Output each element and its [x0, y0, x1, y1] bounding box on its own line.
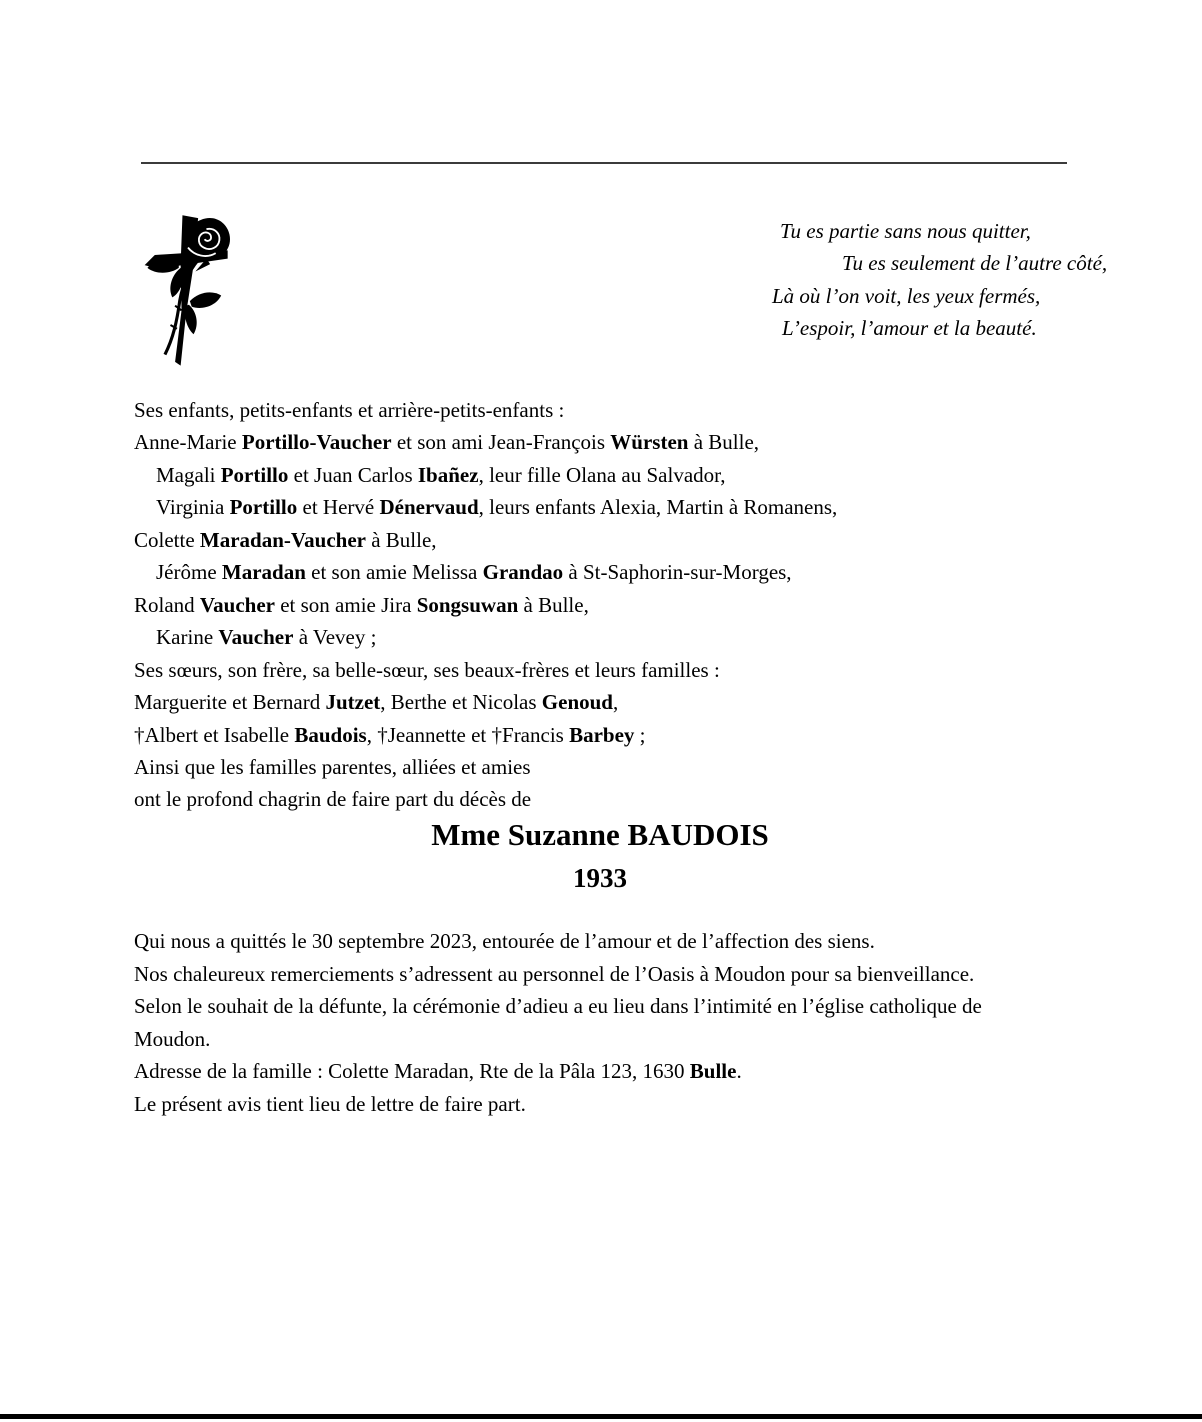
family-line: Ainsi que les familles parentes, alliées et amies — [134, 754, 531, 779]
family-line: ont le profond chagrin de faire part du décès de — [134, 787, 532, 812]
family-line: Ses enfants, petits-enfants et arrière-petits-enfants : — [134, 398, 565, 422]
family-line: Ses sœurs, son frère, sa belle-sœur, ses beaux-frères et leurs familles : — [134, 657, 720, 682]
deceased-birth-year: 1933 — [573, 863, 627, 893]
verse-line: L’espoir, l’amour et la beauté. — [782, 315, 1037, 340]
bottom-page-edge — [0, 1414, 1202, 1419]
verse-line: Là où l’on voit, les yeux fermés, — [772, 283, 1041, 308]
family-line: Roland Vaucher et son amie Jira Songsuwan à Bulle, — [134, 592, 589, 617]
family-line: Colette Maradan-Vaucher à Bulle, — [134, 527, 437, 552]
cross-rose-icon — [140, 207, 236, 373]
deceased-title-block — [134, 813, 1066, 899]
family-line: Virginia Portillo et Hervé Dénervaud, leurs enfants Alexia, Martin à Romanens, — [156, 495, 838, 520]
deceased-name: Mme Suzanne BAUDOIS — [431, 817, 769, 852]
closing-line: Qui nous a quittés le 30 septembre 2023, entourée de l’amour et de l’affection des siens. — [134, 929, 875, 953]
family-line: Marguerite et Bernard Jutzet, Berthe et Nicolas Genoud, — [134, 690, 619, 715]
family-line: Anne-Marie Portillo-Vaucher et son ami Jean-François Würsten à Bulle, — [134, 430, 760, 455]
verse-line: Tu es seulement de l’autre côté, — [842, 251, 1108, 276]
closing-paragraph — [134, 925, 982, 1120]
closing-line: Moudon. — [134, 1026, 211, 1051]
verse-line: Tu es partie sans nous quitter, — [780, 219, 1031, 243]
closing-line: Selon le souhait de la défunte, la cérémonie d’adieu a eu lieu dans l’intimité en l’église catholique de — [134, 994, 982, 1019]
family-line: Jérôme Maradan et son amie Melissa Grandao à St-Saphorin-sur-Morges, — [156, 560, 792, 585]
closing-line: Le présent avis tient lieu de lettre de faire part. — [134, 1091, 526, 1116]
family-line: Karine Vaucher à Vevey ; — [156, 625, 377, 650]
family-line: †Albert et Isabelle Baudois, †Jeannette et †Francis Barbey ; — [134, 722, 646, 747]
family-list — [134, 394, 837, 816]
closing-line: Nos chaleureux remerciements s’adressent au personnel de l’Oasis à Moudon pour sa bienveillance. — [134, 961, 975, 986]
closing-line: Adresse de la famille : Colette Maradan, Rte de la Pâla 123, 1630 Bulle. — [134, 1059, 742, 1084]
top-divider-rule — [141, 162, 1067, 164]
memorial-verse — [771, 215, 1107, 344]
family-line: Magali Portillo et Juan Carlos Ibañez, leur fille Olana au Salvador, — [156, 462, 726, 487]
